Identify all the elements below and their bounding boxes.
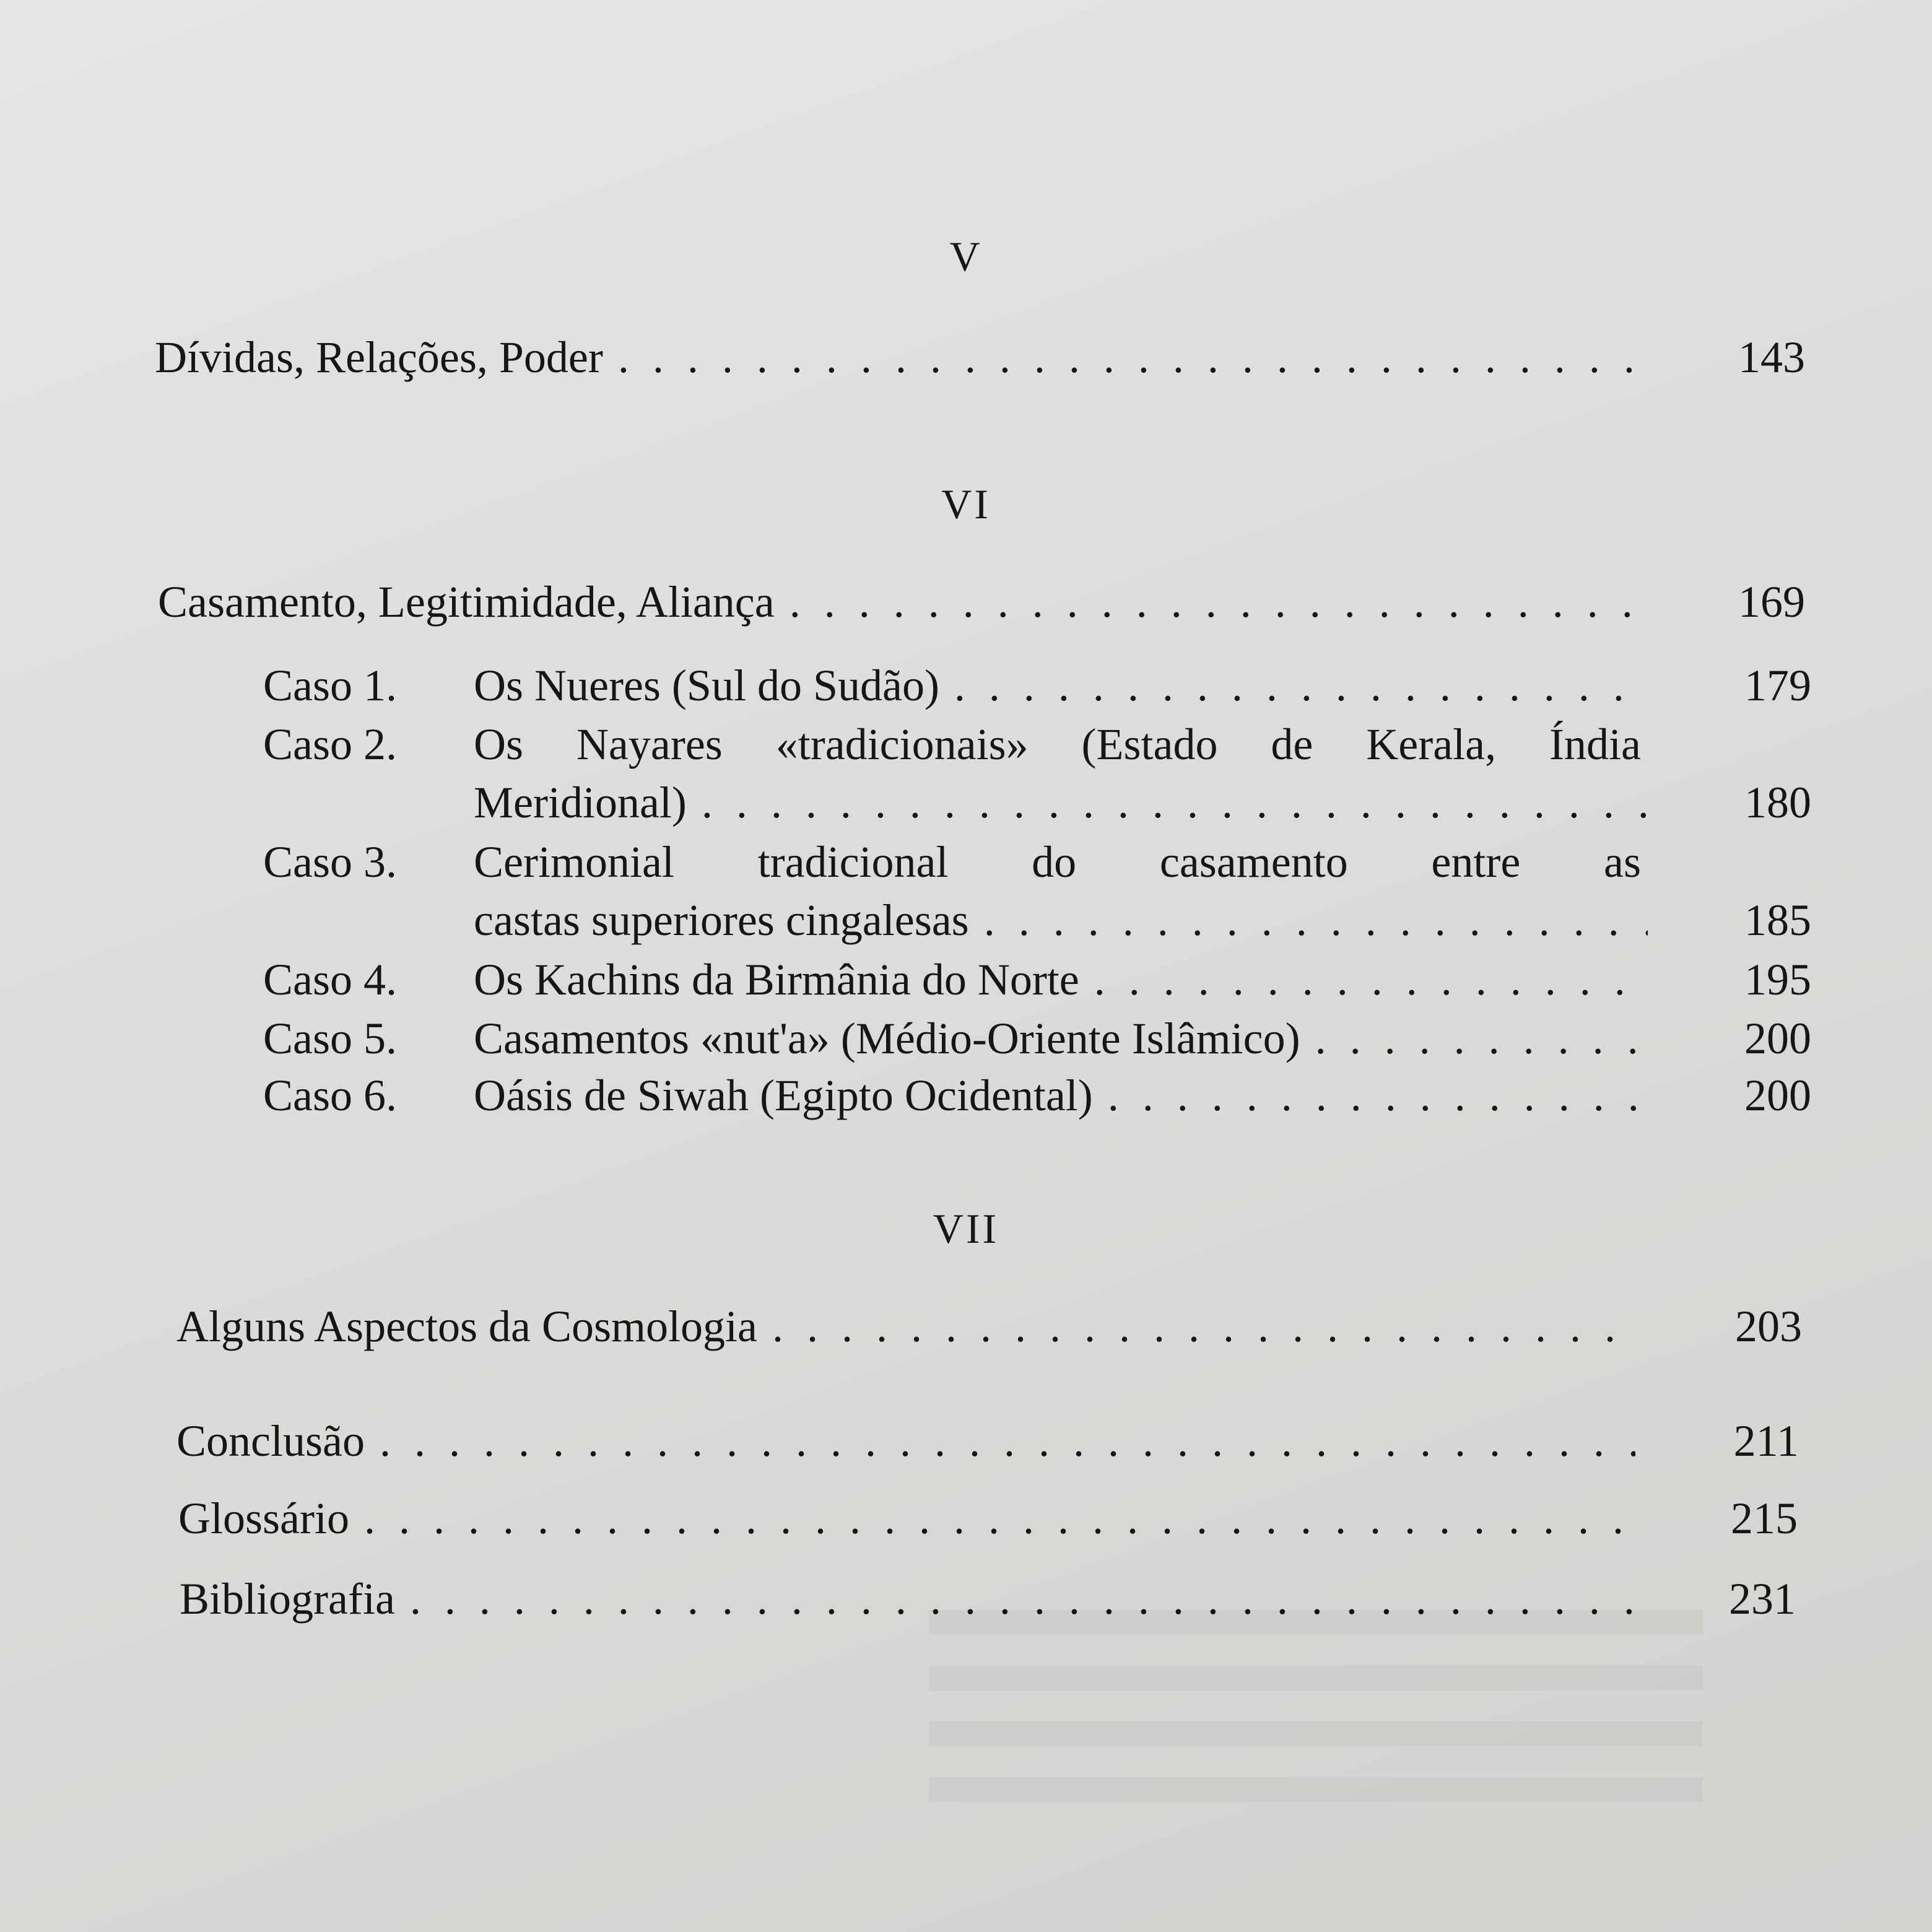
leader-dots xyxy=(984,891,1648,949)
leader-dots xyxy=(954,656,1648,715)
toc-entry-title: Casamento, Legitimidade, Aliança xyxy=(158,577,775,627)
case-number: Caso 3. xyxy=(263,837,397,887)
leader-dots xyxy=(1315,1009,1648,1068)
toc-entry-page: 203 xyxy=(1735,1302,1802,1351)
leader-dots xyxy=(380,1412,1635,1470)
case-title-line-2: castas superiores cingalesas xyxy=(474,895,969,945)
toc-entry-title: Glossário xyxy=(178,1494,349,1543)
case-title: Oásis de Siwah (Egipto Ocidental) xyxy=(474,1071,1093,1120)
toc-entry-title: Dívidas, Relações, Poder xyxy=(155,333,603,382)
toc-entry-glossario[interactable] xyxy=(178,1489,1798,1547)
case-title-line-1: Cerimonial tradicional do casamento entre as xyxy=(474,837,1641,887)
case-page: 179 xyxy=(1744,661,1811,710)
case-number: Caso 4. xyxy=(263,955,397,1004)
case-page: 185 xyxy=(1744,895,1811,945)
toc-entry-page: 231 xyxy=(1729,1574,1796,1624)
leader-dots xyxy=(702,773,1648,832)
leader-dots xyxy=(364,1489,1634,1547)
leader-dots xyxy=(1094,951,1648,1009)
toc-entry-title: Alguns Aspectos da Cosmologia xyxy=(176,1302,757,1351)
toc-entry-page: 215 xyxy=(1731,1494,1798,1543)
leader-dots xyxy=(1108,1066,1648,1125)
toc-entry-title: Bibliografia xyxy=(180,1574,395,1624)
section-numeral-vii: VII xyxy=(933,1205,999,1252)
toc-entry-conclusao[interactable] xyxy=(176,1412,1799,1470)
leader-dots xyxy=(618,328,1642,386)
toc-entry-page: 169 xyxy=(1738,577,1805,627)
case-page: 200 xyxy=(1744,1071,1811,1120)
toc-entry[interactable] xyxy=(155,328,1805,386)
case-page: 200 xyxy=(1744,1014,1811,1063)
toc-entry[interactable] xyxy=(176,1297,1802,1355)
case-title: Os Kachins da Birmânia do Norte xyxy=(474,955,1079,1004)
leader-dots xyxy=(790,573,1642,631)
case-title-line-2: Meridional) xyxy=(474,778,687,827)
toc-entry[interactable] xyxy=(158,573,1805,631)
case-page: 195 xyxy=(1744,955,1811,1004)
case-number: Caso 5. xyxy=(263,1014,397,1063)
case-number: Caso 2. xyxy=(263,720,397,769)
show-through-shading xyxy=(929,1610,1703,1833)
toc-entry-title: Conclusão xyxy=(176,1416,365,1466)
case-number: Caso 1. xyxy=(263,661,397,710)
toc-entry-page: 211 xyxy=(1733,1416,1799,1466)
case-number: Caso 6. xyxy=(263,1071,397,1120)
section-numeral-v: V xyxy=(949,233,983,280)
case-title: Casamentos «nut'a» (Médio-Oriente Islâmico) xyxy=(474,1014,1300,1063)
case-title: Os Nueres (Sul do Sudão) xyxy=(474,661,939,710)
case-page: 180 xyxy=(1744,778,1811,827)
case-title-line-1: Os Nayares «tradicionais» (Estado de Kerala, Índia xyxy=(474,720,1641,769)
section-numeral-vi: VI xyxy=(941,481,991,528)
leader-dots xyxy=(772,1297,1638,1355)
toc-entry-page: 143 xyxy=(1738,333,1805,382)
